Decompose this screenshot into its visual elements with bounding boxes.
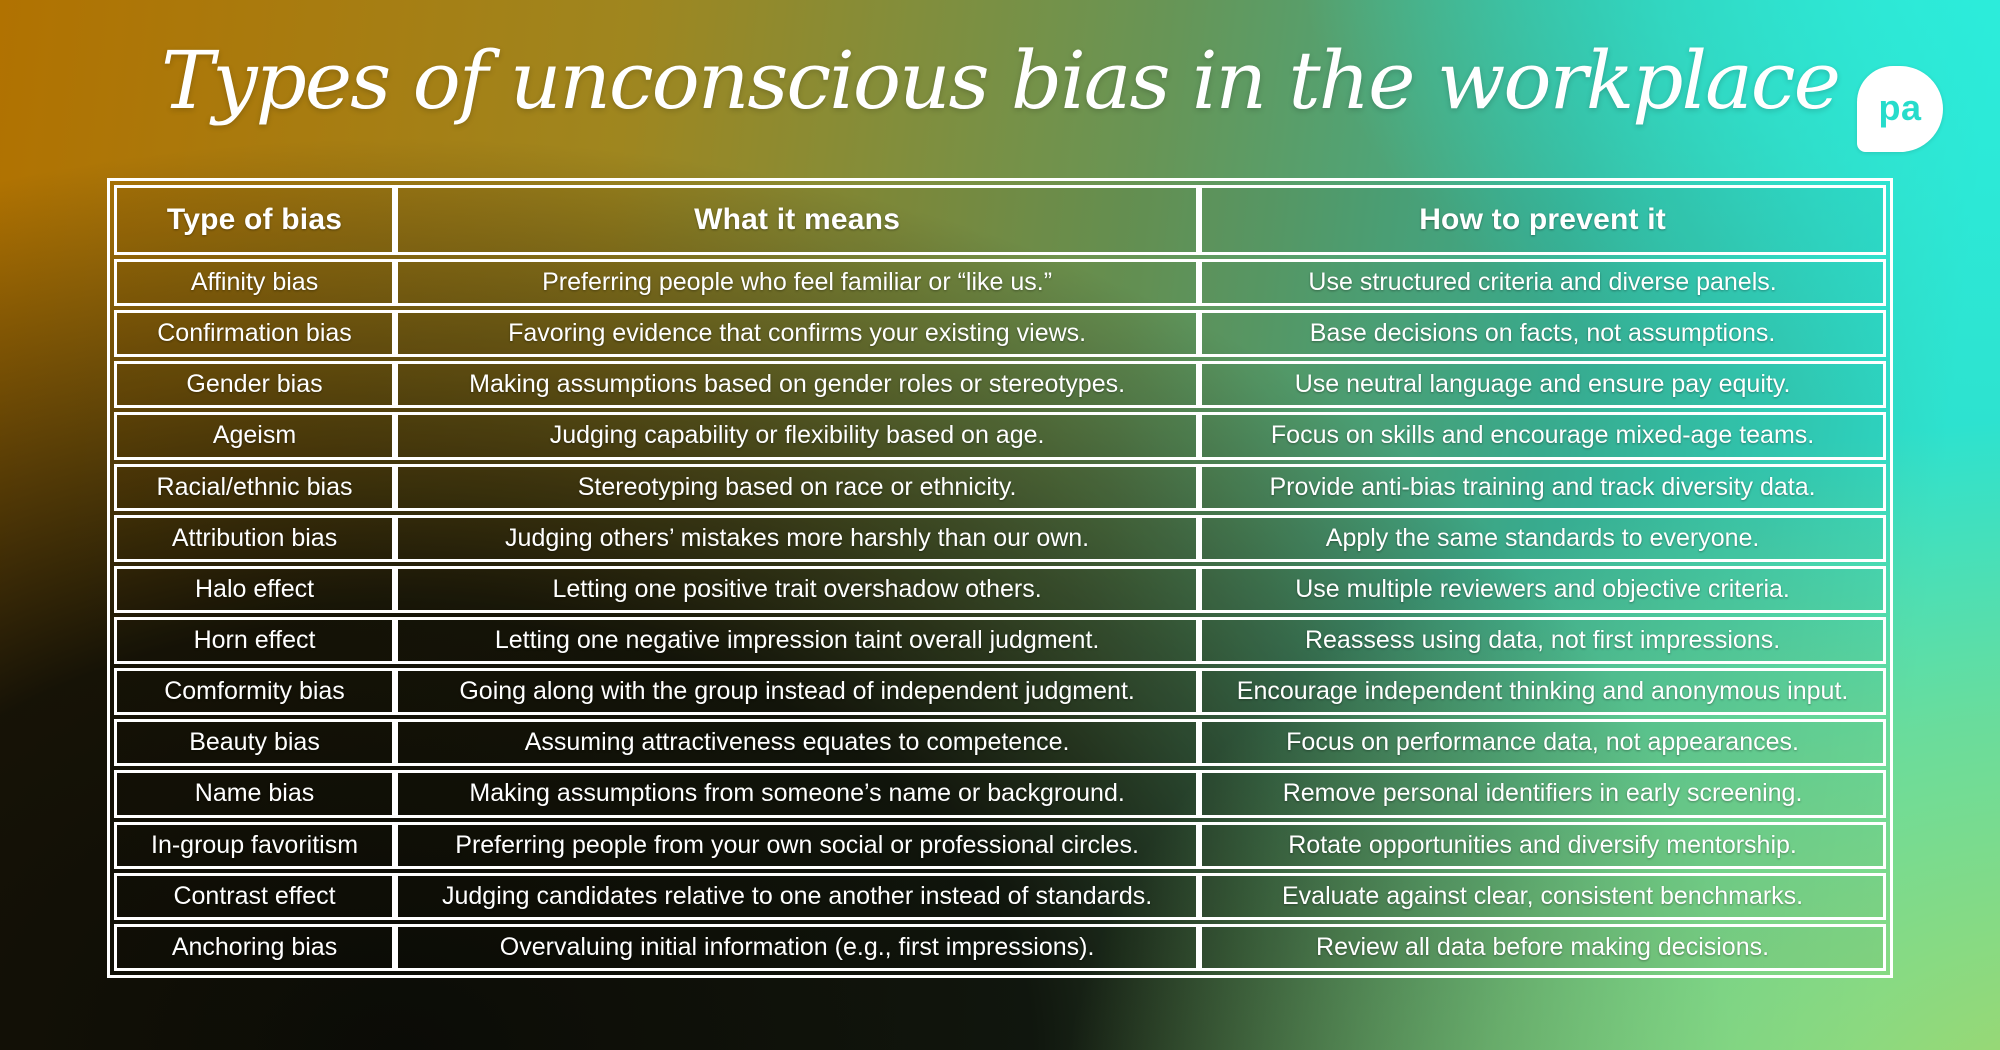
bias-meaning-cell: Assuming attractiveness equates to competence. [395,719,1199,766]
bias-meaning-cell: Judging others’ mistakes more harshly than our own. [395,515,1199,562]
bias-type-cell: Beauty bias [114,719,395,766]
bias-type-cell: Horn effect [114,617,395,664]
bias-type-cell: Gender bias [114,361,395,408]
bias-type-cell: Halo effect [114,566,395,613]
bias-type-cell: Affinity bias [114,259,395,306]
bias-type-cell: Racial/ethnic bias [114,464,395,511]
page-title: Types of unconscious bias in the workplace [161,34,1839,127]
brand-logo [1857,66,1943,152]
bias-prevention-cell: Evaluate against clear, consistent benchmarks. [1199,873,1886,920]
bias-prevention-cell: Apply the same standards to everyone. [1199,515,1886,562]
bias-prevention-cell: Use structured criteria and diverse panels. [1199,259,1886,306]
brand-logo-text: pa [1878,87,1922,128]
page-header [0,0,2000,178]
bias-prevention-cell: Remove personal identifiers in early screening. [1199,770,1886,817]
bias-meaning-cell: Judging candidates relative to one another instead of standards. [395,873,1199,920]
header-how-to-prevent-it: How to prevent it [1199,185,1886,255]
bias-prevention-cell: Review all data before making decisions. [1199,924,1886,971]
bias-meaning-cell: Preferring people who feel familiar or “like us.” [395,259,1199,306]
bias-prevention-cell: Encourage independent thinking and anonymous input. [1199,668,1886,715]
bias-meaning-cell: Going along with the group instead of independent judgment. [395,668,1199,715]
bias-type-cell: Name bias [114,770,395,817]
bias-prevention-cell: Provide anti-bias training and track diversity data. [1199,464,1886,511]
bias-table [107,178,1893,978]
bias-type-cell: Comformity bias [114,668,395,715]
bias-prevention-cell: Rotate opportunities and diversify mentorship. [1199,822,1886,869]
bias-type-cell: Anchoring bias [114,924,395,971]
bias-type-cell: Confirmation bias [114,310,395,357]
bias-meaning-cell: Judging capability or flexibility based on age. [395,412,1199,459]
bias-type-cell: Attribution bias [114,515,395,562]
bias-prevention-cell: Use multiple reviewers and objective criteria. [1199,566,1886,613]
bias-type-cell: In-group favoritism [114,822,395,869]
bias-meaning-cell: Overvaluing initial information (e.g., first impressions). [395,924,1199,971]
bias-prevention-cell: Base decisions on facts, not assumptions. [1199,310,1886,357]
bias-meaning-cell: Preferring people from your own social or professional circles. [395,822,1199,869]
bias-meaning-cell: Favoring evidence that confirms your existing views. [395,310,1199,357]
header-type-of-bias: Type of bias [114,185,395,255]
header-what-it-means: What it means [395,185,1199,255]
bias-prevention-cell: Use neutral language and ensure pay equity. [1199,361,1886,408]
bias-meaning-cell: Making assumptions from someone’s name or background. [395,770,1199,817]
bias-type-cell: Ageism [114,412,395,459]
bias-prevention-cell: Focus on performance data, not appearances. [1199,719,1886,766]
bias-meaning-cell: Making assumptions based on gender roles or stereotypes. [395,361,1199,408]
bias-meaning-cell: Stereotyping based on race or ethnicity. [395,464,1199,511]
bias-meaning-cell: Letting one positive trait overshadow others. [395,566,1199,613]
bias-type-cell: Contrast effect [114,873,395,920]
bias-meaning-cell: Letting one negative impression taint overall judgment. [395,617,1199,664]
bias-prevention-cell: Focus on skills and encourage mixed-age teams. [1199,412,1886,459]
bias-prevention-cell: Reassess using data, not first impressions. [1199,617,1886,664]
